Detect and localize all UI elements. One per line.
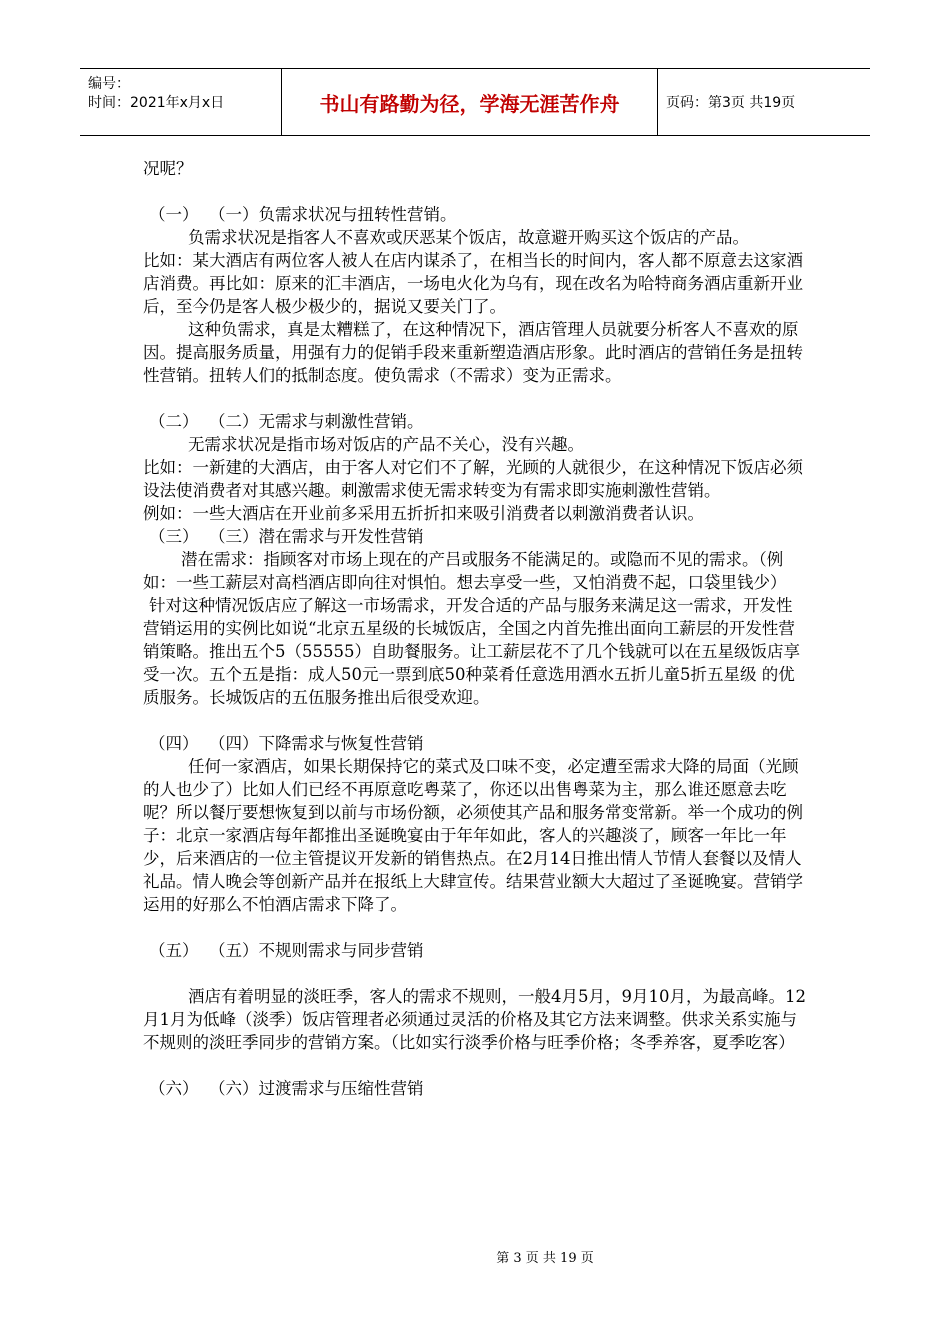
document-body — [143, 157, 808, 1100]
paragraph: 任何一家酒店，如果长期保持它的菜式及口味不变，必定遭至需求大降的局面（光顾的人也少了）比如人们已经不再原意吃粤菜了，你还以出售粤菜为主，那么谁还愿意去吃呢？所以餐厅要想恢复到以前与市场份额，必须使其产品和服务常变常新。举一个成功的例子：北京一家酒店每年都推出圣诞晚宴由于年年如此，客人的兴趣淡了，顾客一年比一年少，后来酒店的一位主管提议开发新的销售热点。在2月14日推出情人节情人套餐以及情人礼品。情人晚会等创新产品并在报纸上大肆宣传。结果营业额大大超过了圣诞晚宴。营销学运用的好那么不怕酒店需求下降了。 — [143, 757, 803, 914]
paragraph: 况呢？ — [143, 159, 193, 178]
section-number: （四） — [149, 734, 199, 753]
paragraph: 潜在需求：指顾客对市场上现在的产吕或服务不能满足的。或隐而不见的需求。（例如：一些工薪层对高档酒店即向往对惧怕。想去享受一些，又怕消费不起，口袋里钱少） — [143, 550, 787, 592]
section-title: （五）不规则需求与同步营销 — [209, 941, 424, 960]
section-heading-3 — [143, 525, 808, 548]
paragraph: 这种负需求，真是太糟糕了，在这种情况下，酒店管理人员就要分析客人不喜欢的原因。提高服务质量，用强有力的促销手段来重新塑造酒店形象。此时酒店的营销任务是扭转性营销。扭转人们的抵制态度。使负需求（不需求）变为正需求。 — [143, 320, 803, 385]
paragraph: 酒店有着明显的淡旺季，客人的需求不规则，一般4月5月，9月10月，为最高峰。12月1月为低峰（淡季）饭店管理者必须通过灵活的价格及其它方法来调整。供求关系实施与不规则的淡旺季同步的营销方案。（比如实行淡季价格与旺季价格；冬季养客，夏季吃客） — [143, 987, 806, 1052]
header-motto: 书山有路勤为径，学海无涯苦作舟 — [282, 69, 658, 135]
section-number: （二） — [149, 412, 199, 431]
header-meta — [80, 69, 282, 135]
paragraph: 比如：某大酒店有两位客人被人在店内谋杀了，在相当长的时间内，客人都不原意去这家酒店消费。再比如：原来的汇丰酒店，一场电火化为乌有，现在改名为哈特商务酒店重新开业后，至今仍是客人极少极少的，据说又要关门了。 — [143, 251, 803, 316]
paragraph: 针对这种情况饭店应了解这一市场需求，开发合适的产品与服务来满足这一需求，开发性营销运用的实例比如说“北京五星级的长城饭店，全国之内首先推出面向工薪层的开发性营销策略。推出五个5（55555）自助餐服务。让工薪层花不了几个钱就可以在五星级饭店享受一次。五个五是指：成人50元一票到底50种菜肴任意选用酒水五折儿童5折五星级 的优质服务。长城饭店的五伍服务推出后很受欢迎。 — [143, 596, 800, 707]
doc-time-label: 时间：2021年x月x日 — [88, 95, 225, 111]
section-number: （五） — [149, 941, 199, 960]
header-page-info: 页码：第3页 共19页 — [666, 95, 796, 111]
section-number: （六） — [149, 1079, 199, 1098]
doc-number-label: 编号： — [88, 76, 130, 92]
paragraph: 无需求状况是指市场对饭店的产品不关心，没有兴趣。 — [188, 435, 584, 454]
paragraph: 例如：一些大酒店在开业前多采用五折折扣来吸引消费者以刺激消费者认识。 — [143, 504, 704, 523]
section-heading-5 — [143, 939, 808, 962]
section-number: （三） — [149, 527, 199, 546]
page-header — [80, 68, 870, 136]
section-heading-2 — [143, 410, 808, 433]
section-heading-4 — [143, 732, 808, 755]
paragraph: 比如：一新建的大酒店，由于客人对它们不了解，光顾的人就很少，在这种情况下饭店必须设法使消费者对其感兴趣。刺激需求使无需求转变为有需求即实施刺激性营销。 — [143, 458, 803, 500]
section-number: （一） — [149, 205, 199, 224]
section-title: （四）下降需求与恢复性营销 — [209, 734, 424, 753]
page-footer: 第 3 页 共 19 页 — [496, 1251, 594, 1266]
section-heading-1 — [143, 203, 808, 226]
paragraph: 负需求状况是指客人不喜欢或厌恶某个饭店，故意避开购买这个饭店的产品。 — [188, 228, 749, 247]
section-heading-6 — [143, 1077, 808, 1100]
section-title: （二）无需求与刺激性营销。 — [209, 412, 424, 431]
section-title: （六）过渡需求与压缩性营销 — [209, 1079, 424, 1098]
section-title: （三）潜在需求与开发性营销 — [209, 527, 424, 546]
section-title: （一）负需求状况与扭转性营销。 — [209, 205, 457, 224]
